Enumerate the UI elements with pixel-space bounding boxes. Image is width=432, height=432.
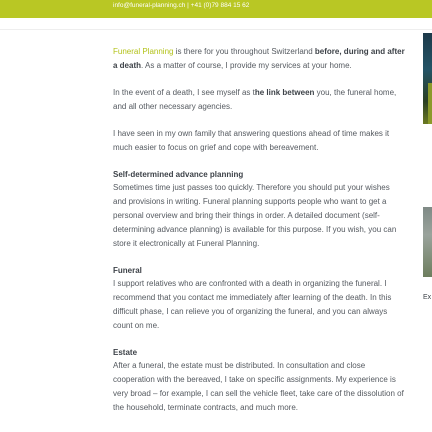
section-body-advance-planning: Sometimes time just passes too quickly. Therefore you should put your wishes and provisions in writing. Funeral planning supports people who want to get a personal overview and bring their things in order. A detailed document (self-determining advance planning) is available for this purpose. If you wish, you can store it electronically at Funeral Planning. xyxy=(113,183,397,248)
section-body-funeral: I support relatives who are confronted with a death in organizing the funeral. I recommend that you contact me immediately after learning of the death. In this difficult phase, I can relieve you of organizing the funeral, and you can always count on me. xyxy=(113,279,392,330)
family-paragraph: I have seen in my own family that answering questions ahead of time makes it much easier to focus on grief and cope with bereavement. xyxy=(113,129,390,152)
side-caption: Ex xyxy=(423,294,432,301)
side-image-middle xyxy=(423,207,432,277)
role-paragraph: In the event of a death, I see myself as the link between you, the funeral home, and all other necessary agencies. xyxy=(113,88,397,111)
header-divider xyxy=(0,29,432,30)
top-contact-bar xyxy=(0,0,432,18)
section-heading-advance-planning: Self-determined advance planning xyxy=(113,170,244,179)
section-body-estate: After a funeral, the estate must be distributed. In consultation and close cooperation with the bereaved, I take on specific assignments. My experience is very broad – for example, I can sell the vehicle fleet, take care of the dissolution of the household, terminate contracts, and much more. xyxy=(113,361,404,412)
section-heading-estate: Estate xyxy=(113,348,138,357)
intro-paragraph: Funeral Planning is there for you throughout Switzerland before, during and after a death. As a matter of course, I provide my services at your home. xyxy=(113,47,405,70)
side-image-top xyxy=(423,33,432,124)
main-content xyxy=(113,45,405,428)
brand-link[interactable]: Funeral Planning xyxy=(113,47,174,56)
contact-info[interactable]: info@funeral-planning.ch | +41 (0)79 884 15 62 xyxy=(113,2,250,9)
section-heading-funeral: Funeral xyxy=(113,266,142,275)
